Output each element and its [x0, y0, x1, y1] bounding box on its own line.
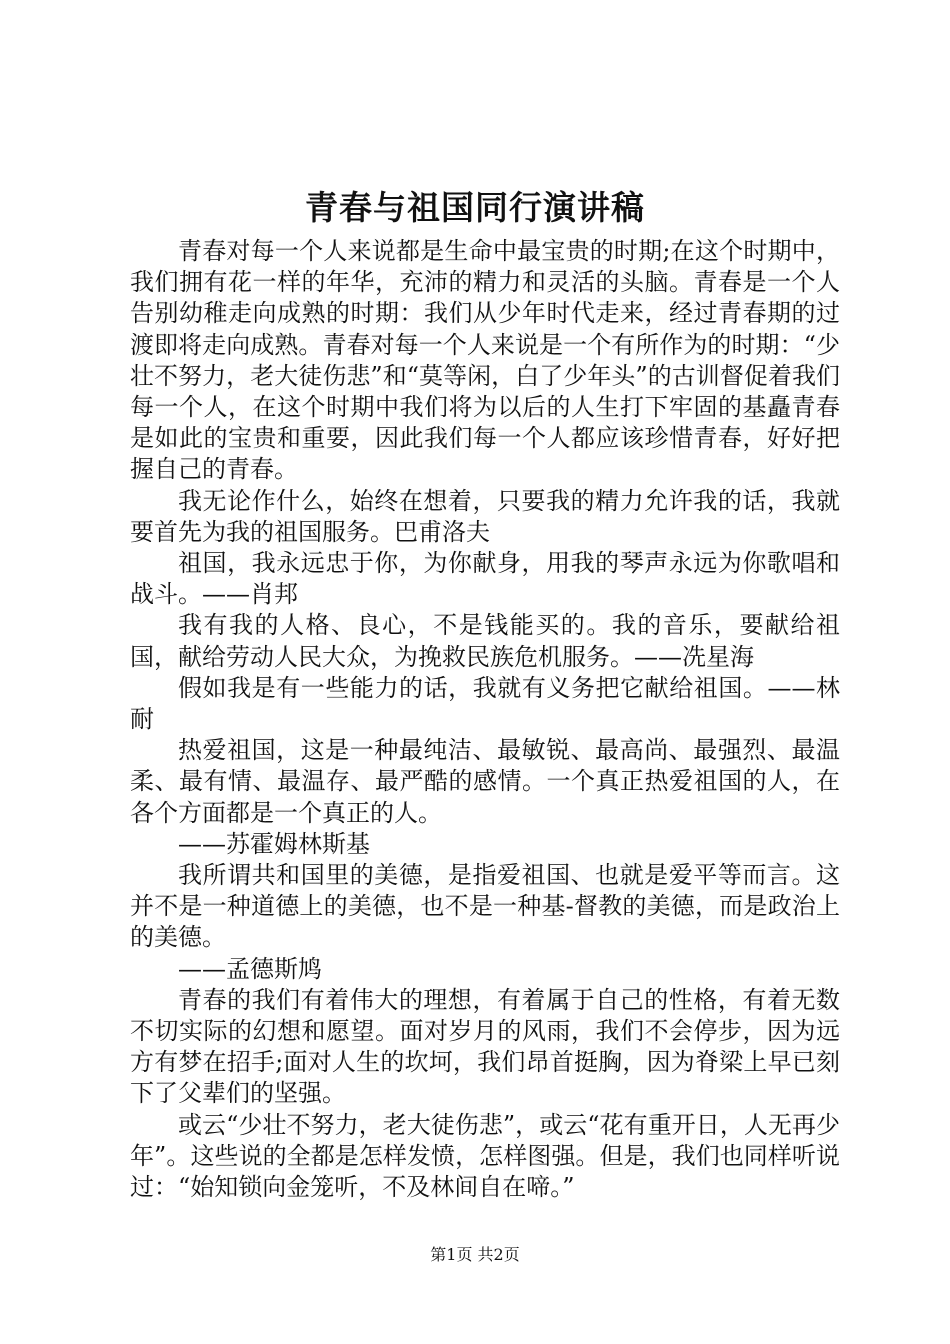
- quote-linnaeus: 假如我是有一些能力的话，我就有义务把它献给祖国。——林耐: [130, 673, 840, 734]
- attribution-sukhomlinsky: ——苏霍姆林斯基: [178, 829, 370, 858]
- quote-montesquieu: 我所谓共和国里的美德，是指爱祖国、也就是爱平等而言。这并不是一种道德上的美德，也不是一种基-督教的美德，而是政治上的美德。: [130, 861, 840, 952]
- page-number: 第1页 共2页: [430, 1245, 520, 1264]
- document-title: 青春与祖国同行演讲稿: [305, 188, 645, 227]
- paragraph-youth-ideals: 青春的我们有着伟大的理想，有着属于自己的性格，有着无数不切实际的幻想和愿望。面对岁月的风雨，我们不会停步，因为远方有梦在招手;面对人生的坎坷，我们昂首挺胸，因为脊梁上早已刻下了父辈们的坚强。: [130, 985, 840, 1108]
- document-body: [130, 236, 840, 1203]
- quote-chopin: 祖国，我永远忠于你，为你献身，用我的琴声永远为你歌唱和战斗。——肖邦: [130, 549, 840, 609]
- quote-pavlov: 我无论作什么，始终在想着，只要我的精力允许我的话，我就要首先为我的祖国服务。巴甫洛夫: [130, 486, 840, 546]
- paragraph-youth-intro: 青春对每一个人来说都是生命中最宝贵的时期;在这个时期中，我们拥有花一样的年华，充沛的精力和灵活的头脑。青春是一个人告别幼稚走向成熟的时期：我们从少年时代走来，经过青春期的过渡即将走向成熟。青春对每一个人来说是一个有所作为的时期：“少壮不努力，老大徒伤悲”和“莫等闲，白了少年头”的古训督促着我们每一个人，在这个时期中我们将为以后的人生打下牢固的基矗青春是如此的宝贵和重要，因此我们每一个人都应该珍惜青春，好好把握自己的青春。: [130, 237, 840, 484]
- attribution-montesquieu: ——孟德斯鸠: [178, 954, 322, 983]
- paragraph-sayings: 或云“少壮不努力，老大徒伤悲”，或云“花有重开日，人无再少年”。这些说的全都是怎样发愤，怎样图强。但是，我们也同样听说过：“始知锁向金笼听，不及林间自在啼。”: [130, 1110, 840, 1202]
- quote-sukhomlinsky: 热爱祖国，这是一种最纯洁、最敏锐、最高尚、最强烈、最温柔、最有情、最温存、最严酷的感情。一个真正热爱祖国的人，在各个方面都是一个真正的人。: [130, 736, 840, 827]
- quote-xian-xinghai: 我有我的人格、良心，不是钱能买的。我的音乐，要献给祖国，献给劳动人民大众，为挽救民族危机服务。——冼星海: [130, 611, 840, 671]
